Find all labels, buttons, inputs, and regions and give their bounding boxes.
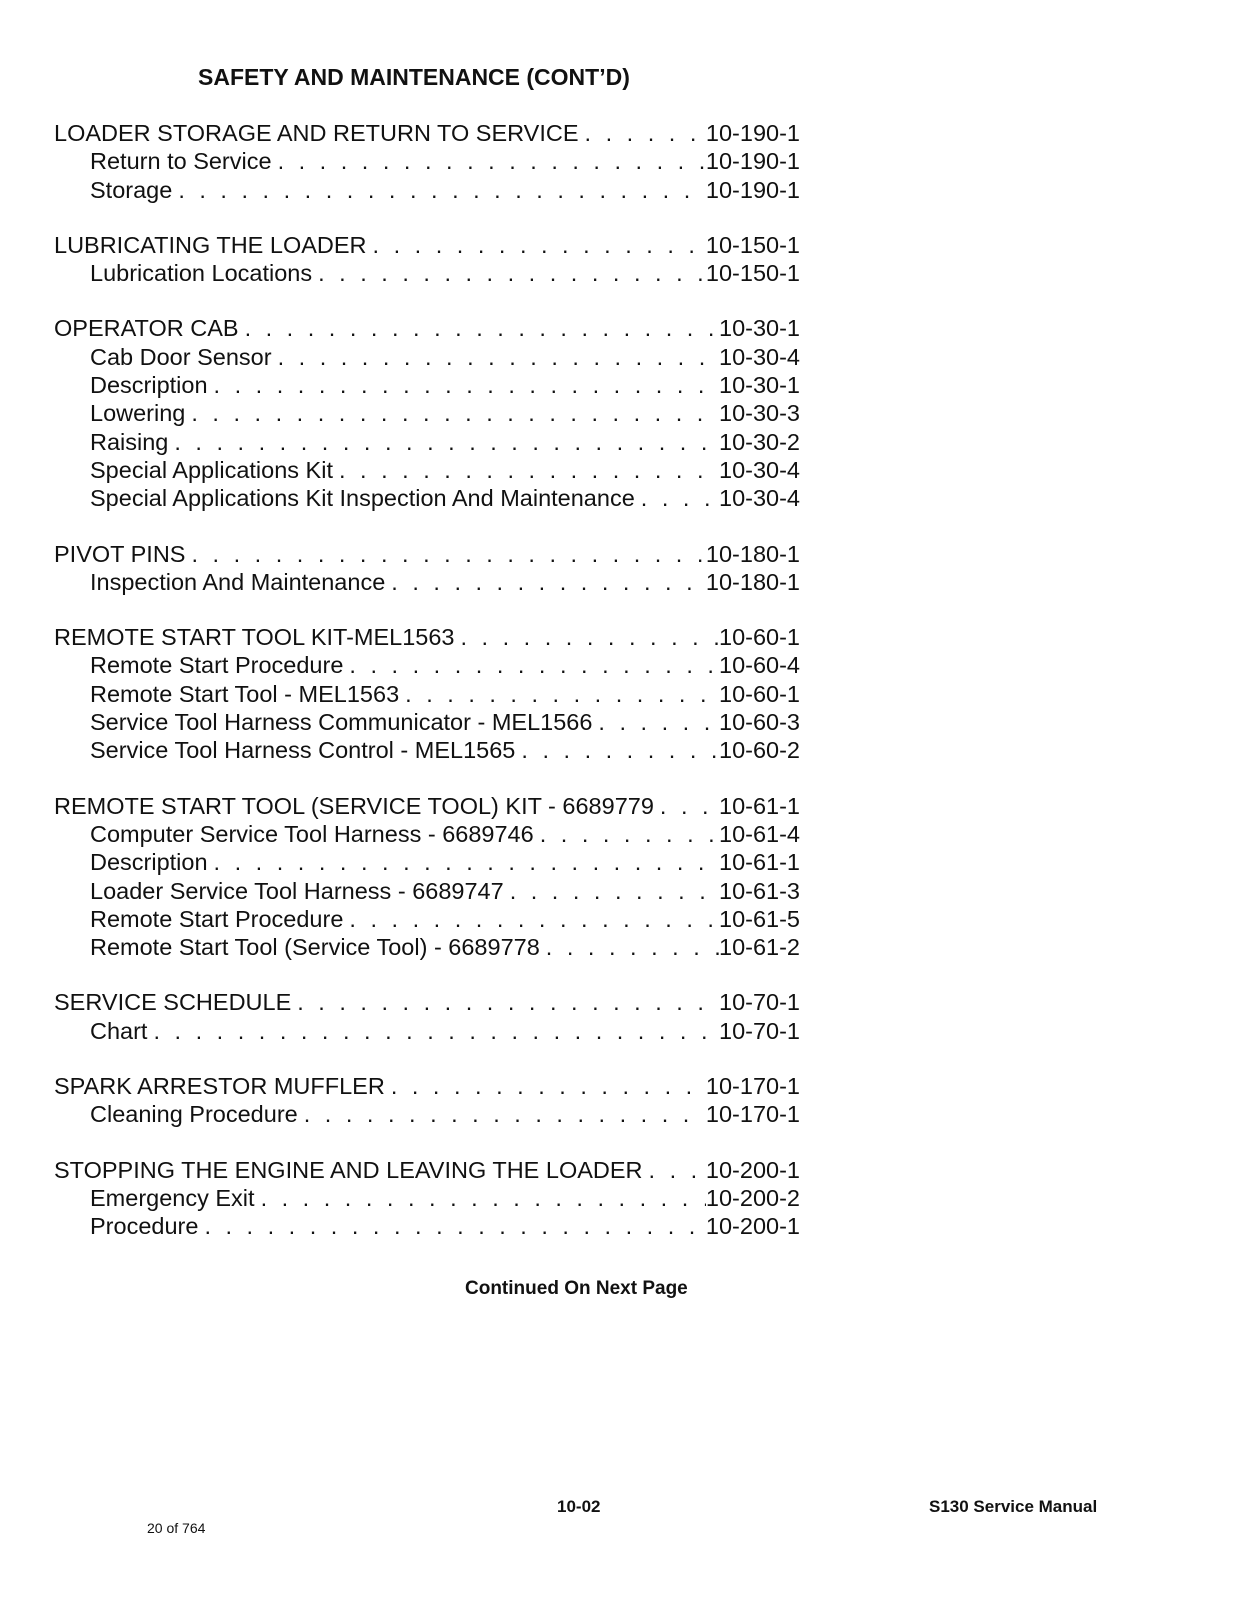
- toc-section-title: SERVICE SCHEDULE: [54, 989, 292, 1016]
- toc-entry[interactable]: [54, 708, 800, 736]
- toc-section: [54, 1156, 800, 1241]
- toc-entry-label: Loader Service Tool Harness - 6689747: [90, 877, 504, 904]
- toc-section-heading[interactable]: [54, 540, 800, 568]
- dot-leader: [399, 680, 719, 708]
- toc-entry-label: Storage: [90, 176, 173, 203]
- toc-page-number: 10-170-1: [705, 1101, 800, 1128]
- toc-page-number: 10-190-1: [705, 120, 800, 146]
- toc-entry-label: Lubrication Locations: [90, 260, 313, 287]
- toc-page-number: 10-190-1: [705, 176, 800, 203]
- toc-entry-label: Inspection And Maintenance: [90, 568, 386, 595]
- toc-page-number: 10-61-1: [719, 792, 800, 819]
- toc-page-number: 10-61-4: [719, 820, 800, 847]
- toc-entry[interactable]: [54, 343, 800, 371]
- toc-section-title: STOPPING THE ENGINE AND LEAVING THE LOADER: [54, 1156, 643, 1183]
- dot-leader: [272, 343, 719, 371]
- toc-page-number: 10-60-1: [719, 624, 800, 651]
- dot-leader: [198, 1212, 705, 1240]
- footer-manual-title: S130 Service Manual: [929, 1497, 1098, 1516]
- page-counter: 20 of 764: [147, 1520, 206, 1536]
- dot-leader: [312, 259, 706, 287]
- toc-entry-label: Special Applications Kit Inspection And Maintenance: [90, 485, 635, 512]
- toc-entry-label: Computer Service Tool Harness - 6689746: [90, 820, 534, 847]
- toc-entry-label: Description: [90, 372, 208, 399]
- toc-entry[interactable]: [54, 259, 800, 287]
- toc-page-number: 10-180-1: [705, 540, 800, 567]
- toc-section-title: LOADER STORAGE AND RETURN TO SERVICE: [54, 120, 579, 146]
- toc-page-number: 10-30-1: [719, 372, 800, 399]
- toc-page-number: 10-30-2: [719, 428, 800, 455]
- toc-entry-label: Chart: [90, 1017, 148, 1044]
- dot-leader: [515, 736, 719, 764]
- dot-leader: [333, 456, 719, 484]
- toc-entry[interactable]: [54, 428, 800, 456]
- dot-leader: [385, 1072, 706, 1100]
- toc-page-number: 10-60-4: [719, 652, 800, 679]
- toc-section-title: OPERATOR CAB: [54, 315, 239, 342]
- toc-entry[interactable]: [54, 176, 800, 204]
- toc-section-title: REMOTE START TOOL (SERVICE TOOL) KIT - 6689779: [54, 792, 654, 819]
- toc-section-title: SPARK ARRESTOR MUFFLER: [54, 1073, 385, 1100]
- toc-page-number: 10-30-1: [719, 315, 800, 342]
- toc-entry[interactable]: [54, 877, 800, 905]
- toc-page-number: 10-30-3: [719, 400, 800, 427]
- dot-leader: [208, 371, 719, 399]
- toc-entry[interactable]: [54, 568, 800, 596]
- dot-leader: [504, 877, 719, 905]
- page-title: SAFETY AND MAINTENANCE (CONT’D): [198, 64, 630, 90]
- dot-leader: [185, 540, 705, 568]
- toc-page-number: 10-60-2: [719, 737, 800, 764]
- toc-section-heading[interactable]: [54, 1156, 800, 1184]
- toc-section: [54, 988, 800, 1045]
- toc-section-heading[interactable]: [54, 792, 800, 820]
- dot-leader: [540, 933, 719, 961]
- toc-page-number: 10-61-2: [719, 934, 800, 961]
- dot-leader: [291, 988, 719, 1016]
- toc-page-number: 10-200-2: [705, 1184, 800, 1211]
- toc-entry-label: Service Tool Harness Communicator - MEL1566: [90, 709, 593, 736]
- toc-entry-label: Remote Start Tool - MEL1563: [90, 680, 400, 707]
- dot-leader: [592, 708, 719, 736]
- toc-entry-label: Remote Start Procedure: [90, 652, 344, 679]
- dot-leader: [208, 848, 719, 876]
- toc-section-heading[interactable]: [54, 988, 800, 1016]
- toc-entry[interactable]: [54, 1100, 800, 1128]
- toc-page-number: 10-60-1: [719, 680, 800, 707]
- toc-page-number: 10-70-1: [719, 989, 800, 1016]
- toc-entry[interactable]: [54, 820, 800, 848]
- toc-entry[interactable]: [54, 1212, 800, 1240]
- toc-entry[interactable]: [54, 848, 800, 876]
- toc-entry-label: Lowering: [90, 400, 186, 427]
- toc-entry-label: Remote Start Procedure: [90, 905, 344, 932]
- toc-entry-label: Cab Door Sensor: [90, 343, 272, 370]
- toc-entry-label: Cleaning Procedure: [90, 1101, 298, 1128]
- dot-leader: [579, 119, 706, 147]
- toc-entry[interactable]: [54, 1017, 800, 1045]
- toc-entry[interactable]: [54, 680, 800, 708]
- toc-page-number: 10-190-1: [705, 148, 800, 175]
- toc-entry[interactable]: [54, 933, 800, 961]
- dot-leader: [343, 905, 719, 933]
- toc-page-number: 10-200-1: [705, 1156, 800, 1183]
- toc-entry[interactable]: [54, 399, 800, 427]
- continued-note: Continued On Next Page: [465, 1278, 688, 1299]
- dot-leader: [534, 820, 719, 848]
- toc-section: [54, 314, 800, 512]
- toc-page-number: 10-150-1: [705, 231, 800, 258]
- dot-leader: [298, 1100, 706, 1128]
- toc-entry-label: Raising: [90, 428, 169, 455]
- toc-section-title: LUBRICATING THE LOADER: [54, 231, 367, 258]
- dot-leader: [185, 399, 719, 427]
- toc-page-number: 10-60-3: [719, 709, 800, 736]
- toc-entry[interactable]: [54, 456, 800, 484]
- dot-leader: [654, 792, 719, 820]
- toc-page-number: 10-200-1: [705, 1213, 800, 1240]
- dot-leader: [147, 1017, 719, 1045]
- toc-entry[interactable]: [54, 651, 800, 679]
- toc-page-number: 10-30-4: [719, 456, 800, 483]
- toc-entry-label: Procedure: [90, 1213, 199, 1240]
- toc-page-number: 10-170-1: [705, 1073, 800, 1100]
- footer-page-code: 10-02: [557, 1497, 601, 1516]
- dot-leader: [643, 1156, 706, 1184]
- dot-leader: [455, 623, 720, 651]
- toc-section-heading[interactable]: [54, 314, 800, 342]
- toc-section-heading[interactable]: [54, 119, 800, 147]
- toc-entry[interactable]: [54, 371, 800, 399]
- toc-section: [54, 792, 800, 962]
- toc-section-title: PIVOT PINS: [54, 540, 186, 567]
- toc-entry-label: Return to Service: [90, 148, 272, 175]
- toc-section-heading[interactable]: [54, 623, 800, 651]
- dot-leader: [367, 231, 706, 259]
- toc-entry-label: Remote Start Tool (Service Tool) - 6689778: [90, 934, 540, 961]
- dot-leader: [385, 568, 706, 596]
- toc-section-heading[interactable]: [54, 231, 800, 259]
- toc-page-number: 10-61-1: [719, 849, 800, 876]
- toc-section: [54, 119, 800, 204]
- toc-page-number: 10-180-1: [705, 568, 800, 595]
- toc-entry[interactable]: [54, 1184, 800, 1212]
- toc-page-number: 10-61-5: [719, 905, 800, 932]
- toc-section-heading[interactable]: [54, 1072, 800, 1100]
- toc-entry[interactable]: [54, 147, 800, 175]
- toc-entry-label: Description: [90, 849, 208, 876]
- toc-entry[interactable]: [54, 484, 800, 512]
- toc-page-number: 10-30-4: [719, 485, 800, 512]
- toc-page-number: 10-30-4: [719, 343, 800, 370]
- dot-leader: [272, 147, 706, 175]
- dot-leader: [239, 314, 719, 342]
- toc-section: [54, 1072, 800, 1129]
- dot-leader: [168, 428, 719, 456]
- toc-section-title: REMOTE START TOOL KIT-MEL1563: [54, 624, 455, 651]
- table-of-contents: [54, 119, 800, 1268]
- toc-section: [54, 231, 800, 288]
- toc-entry[interactable]: [54, 736, 800, 764]
- dot-leader: [255, 1184, 706, 1212]
- toc-page-number: 10-70-1: [719, 1017, 800, 1044]
- toc-page-number: 10-61-3: [719, 877, 800, 904]
- toc-entry[interactable]: [54, 905, 800, 933]
- dot-leader: [172, 176, 706, 204]
- dot-leader: [343, 651, 719, 679]
- toc-section: [54, 623, 800, 764]
- toc-entry-label: Special Applications Kit: [90, 456, 333, 483]
- dot-leader: [635, 484, 719, 512]
- toc-section: [54, 540, 800, 597]
- toc-page-number: 10-150-1: [705, 260, 800, 287]
- toc-entry-label: Emergency Exit: [90, 1184, 255, 1211]
- toc-entry-label: Service Tool Harness Control - MEL1565: [90, 737, 516, 764]
